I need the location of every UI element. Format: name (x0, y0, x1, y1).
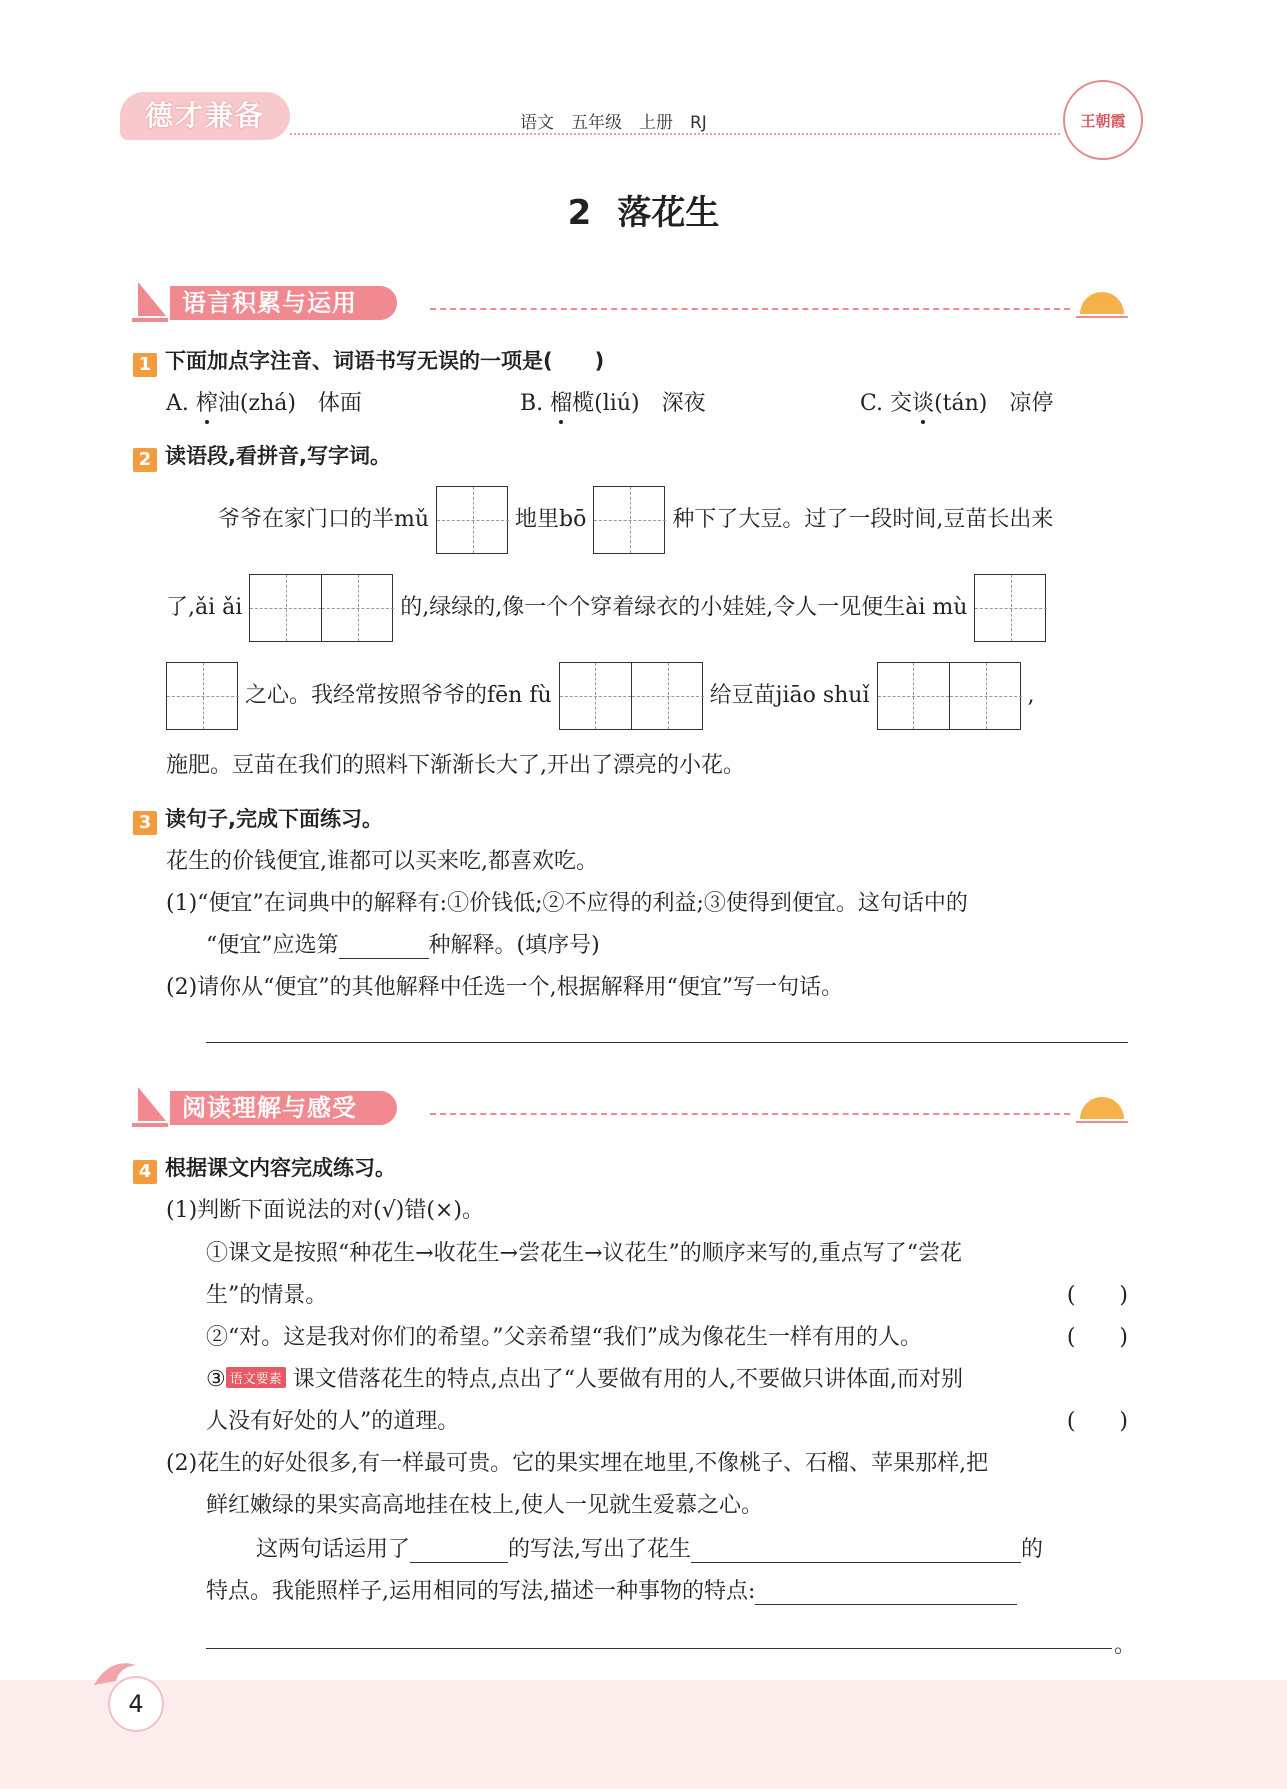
writing-grid[interactable] (974, 574, 1046, 642)
end-period: 。 (1114, 1633, 1137, 1658)
brand-logo: 德才兼备 (120, 92, 290, 140)
passage-row-2: 了,ǎi ǎi 的,绿绿的,像一个个穿着绿衣的小娃娃,令人一见便生ài mù (166, 574, 1046, 642)
q3-part1-line1: (1)“便宜”在词典中的解释有:①价钱低;②不应得的利益;③使得到便宜。这句话中的 (166, 891, 968, 916)
writing-grid[interactable] (166, 662, 238, 730)
option-a: A. 榨油(zhá) 体面 (166, 391, 362, 416)
section-banner-2 (130, 1083, 1130, 1131)
section-title: 阅读理解与感受 (170, 1091, 397, 1125)
answer-blank[interactable] (691, 1537, 1021, 1563)
sailboat-icon (130, 1083, 170, 1131)
passage-row-3: 之心。我经常按照爷爷的fēn fù 给豆苗jiāo shuǐ , (166, 662, 1035, 730)
option-b: B. 榴榄(liú) 深夜 (520, 391, 706, 416)
question-3 (133, 803, 383, 835)
sailboat-icon (130, 278, 170, 326)
q3-sentence: 花生的价钱便宜,谁都可以买来吃,都喜欢吃。 (166, 849, 598, 874)
passage-row-1: 爷爷在家门口的半mǔ 地里bō 种下了大豆。过了一段时间,豆苗长出来 (218, 486, 1053, 554)
q4-part1: (1)判断下面说法的对(√)错(×)。 (166, 1198, 484, 1223)
statement-1-line2: 生”的情景。 ( ) (206, 1278, 1128, 1309)
statement-2: ②“对。这是我对你们的希望。”父亲希望“我们”成为像花生一样有用的人。 ( ) (206, 1320, 1128, 1351)
question-prompt: 根据课文内容完成练习。 (165, 1156, 396, 1180)
option-c: C. 交谈(tán) 凉停 (860, 391, 1054, 416)
q4-part2-line3: 这两句话运用了 的写法,写出了花生 的 (256, 1537, 1044, 1562)
question-4 (133, 1152, 396, 1184)
writing-grid[interactable] (249, 574, 393, 642)
sunset-icon (1074, 1091, 1130, 1127)
header-divider (290, 133, 1060, 135)
question-number: 2 (133, 448, 157, 472)
question-number: 4 (133, 1160, 157, 1184)
lesson-title (0, 185, 1287, 234)
author-seal (1063, 80, 1143, 160)
statement-3-line2: 人没有好处的人”的道理。 ( ) (206, 1404, 1128, 1435)
banner-dash (430, 308, 1070, 310)
answer-line[interactable] (206, 1648, 1112, 1649)
question-number: 3 (133, 811, 157, 835)
judge-paren[interactable]: ( ) (1066, 1283, 1128, 1308)
answer-blank[interactable] (339, 933, 429, 959)
writing-grid[interactable] (436, 486, 508, 554)
q3-part1-line2: “便宜”应选第 种解释。(填序号) (206, 933, 600, 958)
q4-part2-line1: (2)花生的好处很多,有一样最可贵。它的果实埋在地里,不像桃子、石榴、苹果那样,把 (166, 1451, 989, 1476)
page-number: 4 (108, 1676, 164, 1732)
q4-part2-line2: 鲜红嫩绿的果实高高地挂在枝上,使人一见就生爱慕之心。 (206, 1493, 763, 1518)
dotted-char: 谈 (912, 391, 935, 416)
lesson-name: 落花生 (617, 193, 720, 233)
q4-part2-line4: 特点。我能照样子,运用相同的写法,描述一种事物的特点: (206, 1574, 1017, 1605)
section-banner-1 (130, 278, 1130, 326)
writing-grid[interactable] (877, 662, 1021, 730)
answer-blank[interactable] (755, 1579, 1017, 1605)
dotted-char: 榨 (195, 391, 218, 416)
seal-text: 王朝霞 (1080, 111, 1126, 130)
answer-blank[interactable] (410, 1537, 508, 1563)
lesson-number: 2 (567, 193, 592, 233)
dotted-char: 榴 (550, 391, 573, 416)
question-prompt: 下面加点字注音、词语书写无误的一项是( ) (165, 349, 605, 373)
sunset-icon (1074, 286, 1130, 322)
judge-paren[interactable]: ( ) (1066, 1409, 1128, 1434)
footer-wave (0, 1680, 1287, 1789)
section-title: 语言积累与运用 (170, 286, 397, 320)
question-number: 1 (133, 353, 157, 377)
question-prompt: 读语段,看拼音,写字词。 (165, 444, 391, 468)
statement-1-line1: ①课文是按照“种花生→收花生→尝花生→议花生”的顺序来写的,重点写了“尝花 (206, 1241, 963, 1266)
passage-row-4: 施肥。豆苗在我们的照料下渐渐长大了,开出了漂亮的小花。 (166, 753, 745, 778)
question-1 (133, 345, 604, 377)
writing-grid[interactable] (593, 486, 665, 554)
question-2 (133, 440, 391, 472)
banner-dash (430, 1113, 1070, 1115)
judge-paren[interactable]: ( ) (1066, 1325, 1128, 1350)
writing-grid[interactable] (559, 662, 703, 730)
key-element-badge: 语文要素 (226, 1367, 286, 1388)
header-subject: 语文 五年级 上册 RJ (520, 113, 707, 133)
statement-3-line1: ③ 语文要素 课文借落花生的特点,点出了“人要做有用的人,不要做只讲体面,而对别 (206, 1367, 963, 1392)
question-prompt: 读句子,完成下面练习。 (165, 807, 383, 831)
q3-part2: (2)请你从“便宜”的其他解释中任选一个,根据解释用“便宜”写一句话。 (166, 975, 844, 1000)
answer-line[interactable] (206, 1042, 1128, 1043)
